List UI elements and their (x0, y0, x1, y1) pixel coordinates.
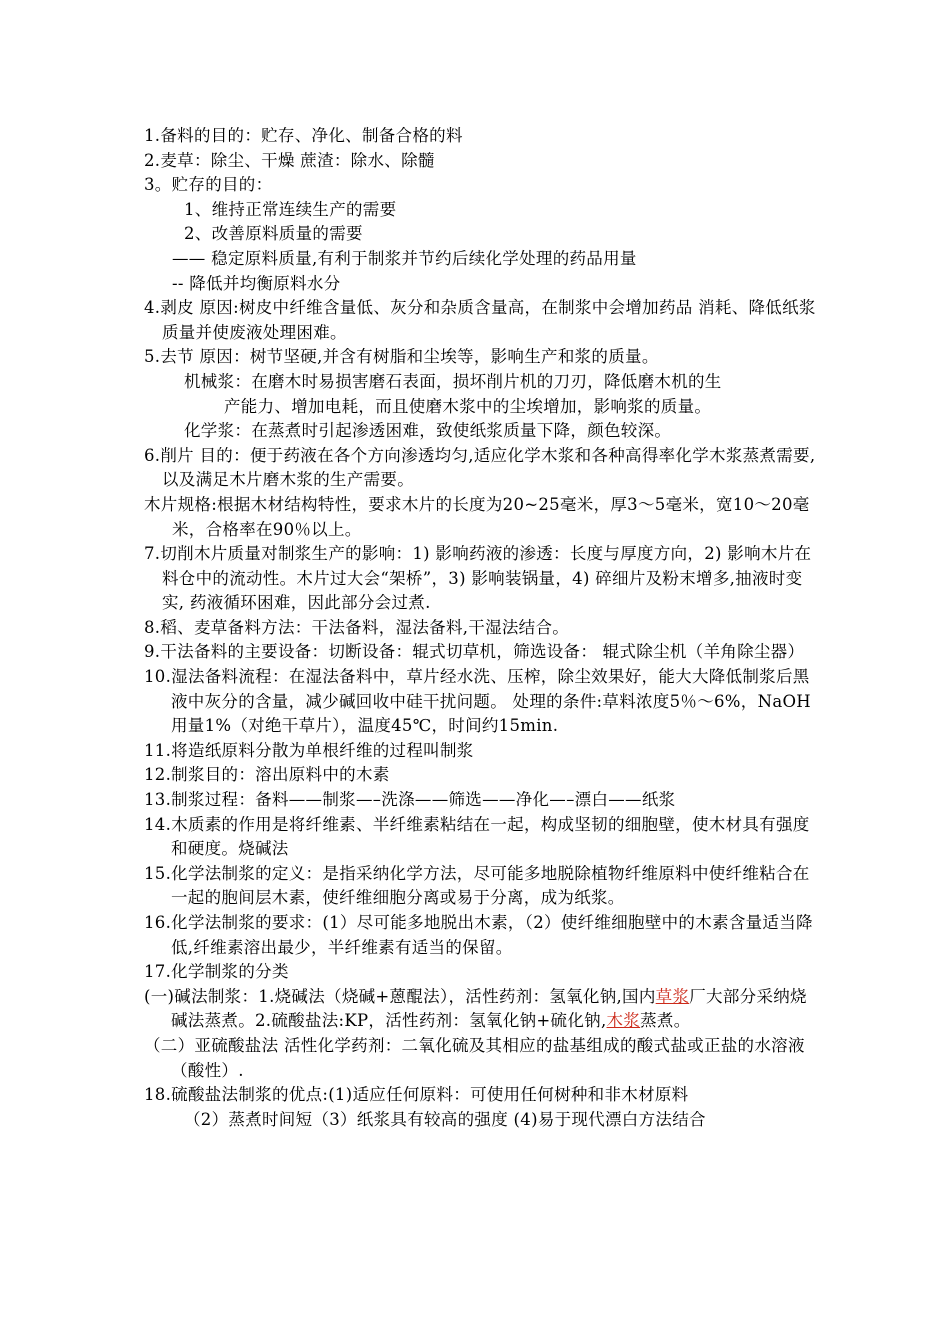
item-8: 8.稻、麦草备料方法：干法备料，湿法备料,干湿法结合。 (144, 617, 570, 637)
item-3-sub-1: 1、维持正常连续生产的需要 (184, 199, 397, 219)
item-7: 7.切削木片质量对制浆生产的影响：1) 影响药液的渗透：长度与厚度方向，2) 影响木片在料仓中的流动性。木片过大会“架桥”，3) 影响装锅量，4) 碎细片及粉末增多,抽液时变实, 药液循环困难，因此部分会过煮. (144, 544, 812, 613)
item-15: 15.化学法制浆的定义：是指采纳化学方法，尽可能多地脱除植物纤维原料中使纤维粘合在一起的胞间层木素，使纤维细胞分离或易于分离，成为纸浆。 (144, 863, 810, 908)
item-17-alkali-text-1: (一)碱法制浆：1.烧碱法（烧碱+蒽醌法），活性药剂：氢氧化钠,国内 (144, 986, 656, 1006)
item-3-sub-2: 2、改善原料质量的需要 (184, 224, 363, 244)
item-5-mechanical-cont: 产能力、增加电耗，而且使磨木浆中的尘埃增加，影响浆的质量。 (224, 396, 712, 416)
wood-pulp-link[interactable]: 木浆 (606, 1011, 641, 1031)
item-17-alkali-text-3: 蒸煮。 (640, 1011, 691, 1031)
item-17-alkali (144, 985, 820, 1034)
item-12: 12.制浆目的：溶出原料中的木素 (144, 765, 390, 785)
item-11: 11.将造纸原料分散为单根纤维的过程叫制浆 (144, 740, 474, 760)
item-9: 9.干法备料的主要设备：切断设备：辊式切草机，筛选设备： 辊式除尘机（羊角除尘器） (144, 642, 805, 662)
item-18-cont: （2）蒸煮时间短（3）纸浆具有较高的强度 (4)易于现代漂白方法结合 (184, 1109, 706, 1129)
item-5: 5.去节 原因：树节坚硬,并含有树脂和尘埃等，影响生产和浆的质量。 (144, 347, 659, 367)
item-14: 14.木质素的作用是将纤维素、半纤维素粘结在一起，构成坚韧的细胞壁，使木材具有强度和硬度。烧碱法 (144, 814, 810, 859)
item-3-note-2: -- 降低并均衡原料水分 (172, 273, 341, 293)
document-body (144, 124, 820, 1132)
straw-pulp-link[interactable]: 草浆 (655, 986, 690, 1006)
item-3: 3。贮存的目的： (144, 175, 273, 195)
item-6: 6.削片 目的：便于药液在各个方向渗透均匀,适应化学木浆和各种高得率化学木浆蒸煮需要,以及满足木片磨木浆的生产需要。 (144, 445, 816, 490)
item-13: 13.制浆过程：备料——制浆—–洗涤——筛选——净化—–漂白——纸浆 (144, 790, 676, 810)
wood-chip-spec: 木片规格:根据木材结构特性，要求木片的长度为20~25毫米，厚3～5毫米，宽10～20毫米，合格率在90％以上。 (144, 494, 810, 539)
item-18: 18.硫酸盐法制浆的优点:(1)适应任何原料：可使用任何树种和非木材原料 (144, 1085, 689, 1105)
item-17-alkali-text-2: 厂大部分采纳烧碱法蒸煮。2.硫酸盐法:KP，活性药剂：氢氧化钠+硫化钠, (171, 986, 807, 1031)
item-10: 10.湿法备料流程：在湿法备料中，草片经水洗、压榨，除尘效果好，能大大降低制浆后黑液中灰分的含量，减少碱回收中硅干扰问题。 处理的条件:草料浓度5％～6%，NaOH用量1%（对绝干草片），温度45℃，时间约15min. (144, 667, 811, 736)
item-2: 2.麦草：除尘、干燥 蔗渣：除水、除髓 (144, 150, 435, 170)
item-17-sulfite: （二）亚硫酸盐法 活性化学药剂：二氧化硫及其相应的盐基组成的酸式盐或正盐的水溶液（酸性）. (144, 1035, 805, 1080)
item-4: 4.剥皮 原因:树皮中纤维含量低、灰分和杂质含量高，在制浆中会增加药品 消耗、降低纸浆质量并使废液处理困难。 (144, 298, 816, 342)
item-3-note-1: —— 稳定原料质量,有利于制浆并节约后续化学处理的药品用量 (172, 248, 637, 268)
item-16: 16.化学法制浆的要求：(1）尽可能多地脱出木素，（2）使纤维细胞壁中的木素含量适当降低,纤维素溶出最少，半纤维素有适当的保留。 (144, 913, 813, 957)
item-5-mechanical: 机械浆：在磨木时易损害磨石表面，损坏削片机的刀刃，降低磨木机的生 (184, 371, 722, 391)
item-5-chemical: 化学浆：在蒸煮时引起渗透困难，致使纸浆质量下降，颜色较深。 (184, 421, 672, 441)
item-17: 17.化学制浆的分类 (144, 962, 289, 982)
item-1: 1.备料的目的：贮存、净化、制备合格的料 (144, 126, 463, 145)
